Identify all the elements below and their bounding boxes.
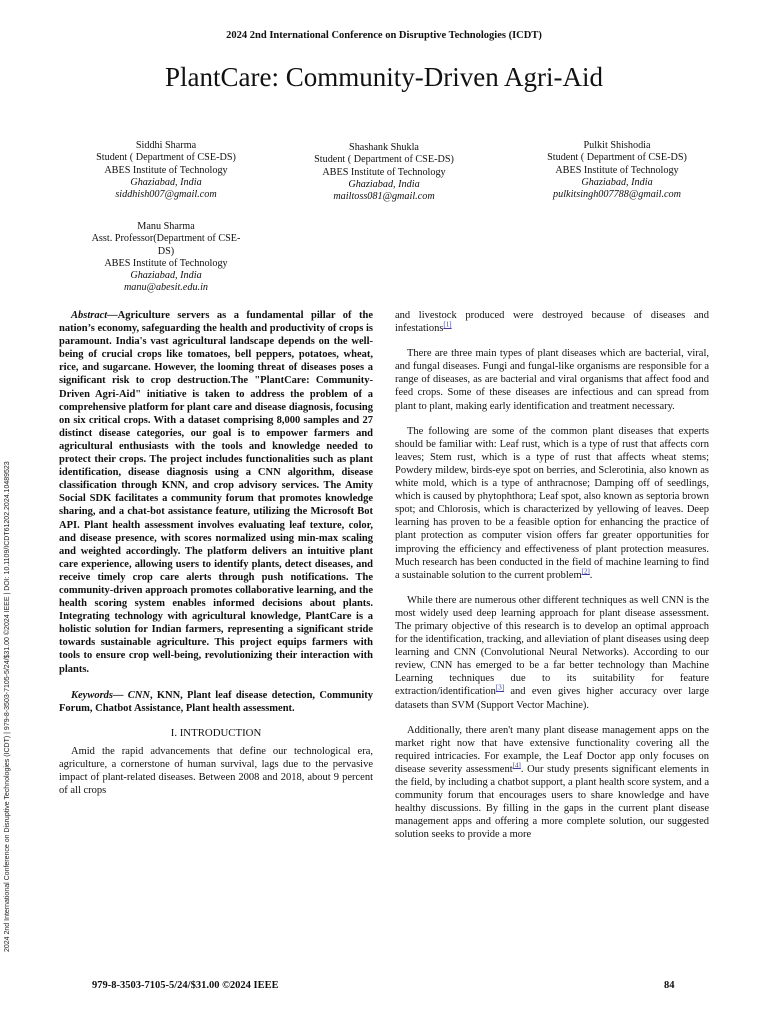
side-doi-strip: 2024 2nd International Conference on Disruptive Technologies (ICDT) | 979-8-3503-7105-5/24/$31.00 ©2024 IEEE | DOI: 10.1109/ICDT61202.2024.10489523 [4,461,11,952]
left-column [59,309,373,797]
body-paragraph [395,594,709,712]
body-paragraph [395,347,709,412]
paragraph-text: While there are numerous other different techniques as well CNN is the most widely used deep learning approach for plant disease assessment. The primary objective of this research is to develop an optimal approach for the identification, tracking, and alleviation of plant diseases using deep learning and CNN (Convolutional Neural Networks). According to our review, CNN has emerged to be a far better technology than Machine Learning techniques due to its suitability for feature extraction/identification [395,594,709,698]
abstract-lead: Abstract [71,310,108,321]
author-email: pulkitsingh007788@gmail.com [553,189,681,201]
paragraph-tail: . [589,569,593,581]
author-location: Ghaziabad, India [348,178,420,190]
paragraph-text: The following are some of the common plant diseases that experts should be familiar with: Leaf rust, which is a type of rust that affects corn leaves; Stem rust, which is a type of rust that affects wheat stems; Powdery mildew, birds-eye spot on berries, and Sclerotinia, also known as white mold, which is a type of anthracnose; Damping off of seedlings, which is caused by phytophthora; Leaf spot, also known as septoria brown spot; and Chlorosis, which is characterized by yellowing of leaves. Deep learning has proven to be a feasible option for enhancing the practice of plant protection as computer vision offers far greater opportunities for improving the efficiency and effectiveness of plant protection measures. Much research has been conducted in the field of machine learning to find a sustainable solution to the current problem [395,425,709,581]
author-role: Asst. Professor(Department of CSE- [91,233,241,245]
author-location: Ghaziabad, India [130,270,202,282]
keywords-rest: , KNN, Plant leaf disease detection, Community Forum, Chatbot Assistance, Plant health assessment. [59,689,373,714]
author-institute: ABES Institute of Technology [555,164,679,176]
author-name: Pulkit Shishodia [583,140,651,151]
right-column [395,309,709,853]
keywords [59,689,373,715]
author-location: Ghaziabad, India [581,176,653,188]
author-role: Student ( Department of CSE-DS) [314,154,454,166]
keywords-first: CNN [123,689,150,701]
citation-link[interactable]: [2] [581,567,590,576]
footer-copyright: 979-8-3503-7105-5/24/$31.00 ©2024 IEEE [92,980,279,991]
author-name: Manu Sharma [137,221,195,232]
citation-link[interactable]: [4] [512,761,521,770]
author-institute: ABES Institute of Technology [322,166,446,178]
author-role: DS) [157,245,175,257]
citation-link[interactable]: [3] [495,683,505,692]
paragraph-text: Additionally, there aren't many plant disease management apps on the market right now that have extensive functionality covering all the required intricacies. For example, the Leaf Doctor app only focuses on disease severity assessment [395,724,709,775]
author-email: siddhish007@gmail.com [115,189,217,201]
keywords-lead: Keywords— [71,689,124,701]
author-name: Shashank Shukla [349,142,419,153]
citation-link[interactable]: [1] [443,320,452,329]
author-role: Student ( Department of CSE-DS) [547,152,687,164]
body-paragraph [395,724,709,842]
author-location: Ghaziabad, India [130,176,202,188]
author-block-4 [58,221,274,295]
body-paragraph [395,309,709,335]
author-block-2 [275,142,493,203]
body-paragraph [395,425,709,582]
author-role: Student ( Department of CSE-DS) [96,152,236,164]
author-block-3 [509,140,725,201]
author-email: manu@abesit.edu.in [123,282,209,294]
paper-title: PlantCare: Community-Driven Agri-Aid [165,62,603,92]
author-email: mailtoss081@gmail.com [333,191,435,203]
paragraph-tail: and even gives higher accuracy over large datasets than SVM (Support Vector Machine). [395,686,709,711]
abstract [59,309,373,676]
paragraph-tail: . Our study presents significant elements in the field, by including a chatbot support, a plant health score system, and a community forum that encourages users to share knowledge and have healthy discussions. By filling in the gaps in the current plant disease management apps and offering a more complete solution, our suggested solution seeks to provide a more [395,763,709,841]
abstract-text: —Agriculture servers as a fundamental pillar of the nation’s economy, safeguarding the health and productivity of crops is paramount. India's vast agricultural landscape depends on the well-being of crucial crops like tomatoes, bell peppers, potatoes, wheat, rice, and sugarcane. However, the looming threat of diseases poses a significant risk to crop destruction.The "PlantCare: Community-Driven Agri-Aid" initiative is taken to address the problem of a comprehensive platform for plant care and disease diagnosis, focusing on six critical crops. With a dataset comprising 8,000 samples and 27 distinct disease categories, our goal is to empower farmers and agricultural enthusiasts with the tools and knowledge needed to protect their crops. The project includes functionalities such as plant identification, disease diagnosis using a CNN algorithm, disease classification through KNN, and crop advisory services. The Amity Social SDK facilitates a community forum that promotes knowledge sharing, and a chat-bot assistance feature, utilizing the Microsoft Bot API. Plant health assessment involves evaluating leaf texture, color, and disease presence, with scores normalized using min-max scaling and weighted accordingly. The platform delivers an intuitive plant care experience, allowing users to identify plants, detect diseases, and receive timely crop care alerts through push notifications. The community-driven approach promotes collaborative learning, and the health scoring system enables informed decisions about plants. Integrating technology with agricultural knowledge, PlantCare is a holistic solution for Indian farmers, representing a significant stride towards sustainable agriculture. This project equips farmers with tools to ensure crop well-being, revolutionizing their interaction with plants. [59,310,373,675]
conference-header: 2024 2nd International Conference on Disruptive Technologies (ICDT) [226,30,542,41]
section-heading-introduction: I. INTRODUCTION [170,726,262,739]
author-institute: ABES Institute of Technology [104,257,228,269]
author-institute: ABES Institute of Technology [104,164,228,176]
intro-paragraph: Amid the rapid advancements that define our technological era, agriculture, a cornerstone of human survival, lags due to the pervasive impact of plant-related diseases. Between 2008 and 2018, about 9 percent of all crops [59,745,373,797]
author-name: Siddhi Sharma [135,140,197,151]
paragraph-text: and livestock produced were destroyed because of diseases and infestations [395,310,709,335]
page-number: 84 [664,980,675,991]
paragraph-text: There are three main types of plant diseases which are bacterial, viral, and fungal diseases. Fungi and fungal-like organisms are responsible for a range of diseases, as are bacterial and viral organisms that affect food and feed crops. Some of these diseases are infectious and can spread from plant to plant, making early identification and treatment necessary. [395,348,709,412]
author-block-1 [58,140,274,201]
